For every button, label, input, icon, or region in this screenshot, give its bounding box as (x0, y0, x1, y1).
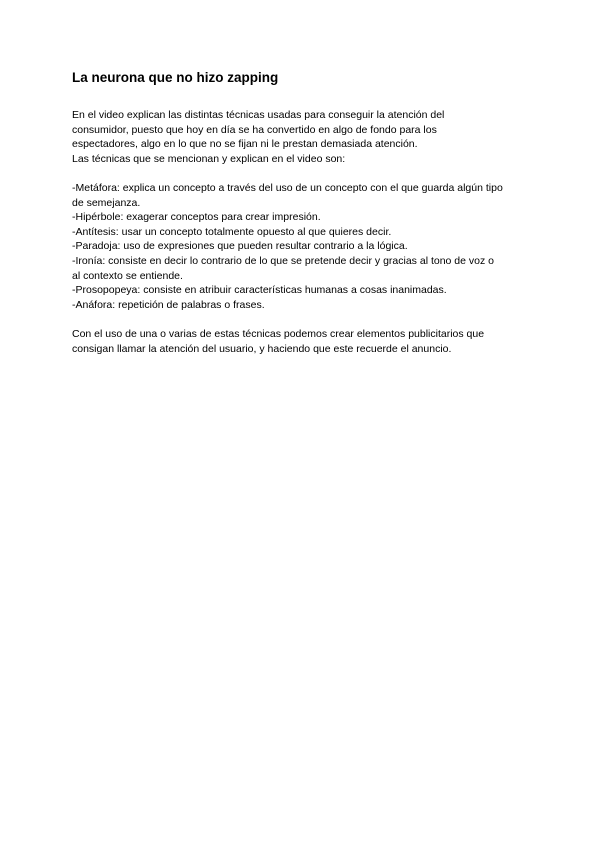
intro-line: Las técnicas que se mencionan y explican en el video son: (72, 152, 346, 165)
techniques-list (72, 181, 542, 312)
conclusion-line: consigan llamar la atención del usuario, y haciendo que este recuerde el anuncio. (72, 342, 452, 355)
technique-line-paradoja: -Paradoja: uso de expresiones que pueden resultar contrario a la lógica. (72, 240, 408, 253)
paragraph-gap (72, 312, 542, 327)
conclusion-paragraph (72, 327, 542, 356)
technique-line-ironia-cont: al contexto se entiende. (72, 269, 183, 282)
intro-line: espectadores, algo en lo que no se fijan ni le prestan demasiada atención. (72, 138, 418, 151)
intro-paragraph (72, 108, 542, 166)
technique-line-antitesis: -Antítesis: usar un concepto totalmente opuesto al que quieres decir. (72, 225, 392, 238)
technique-line-metafora-cont: de semejanza. (72, 196, 141, 209)
intro-line: En el video explican las distintas técnicas usadas para conseguir la atención del (72, 109, 445, 121)
paragraph-gap (72, 166, 542, 181)
document-body (72, 108, 542, 356)
conclusion-line: Con el uso de una o varias de estas técnicas podemos crear elementos publicitarios que (72, 327, 485, 340)
technique-line-anafora: -Anáfora: repetición de palabras o frases. (72, 298, 265, 311)
document-title: La neurona que no hizo zapping (72, 70, 279, 85)
technique-line-hiperbole: -Hipérbole: exagerar conceptos para crear impresión. (72, 211, 321, 224)
technique-line-ironia: -Ironía: consiste en decir lo contrario de lo que se pretende decir y gracias al tono de voz o (72, 254, 494, 267)
technique-line-prosopopeya: -Prosopopeya: consiste en atribuir características humanas a cosas inanimadas. (72, 284, 447, 297)
intro-line: consumidor, puesto que hoy en día se ha convertido en algo de fondo para los (72, 123, 437, 136)
technique-line-metafora: -Metáfora: explica un concepto a través del uso de un concepto con el que guarda algún tipo (72, 181, 503, 194)
